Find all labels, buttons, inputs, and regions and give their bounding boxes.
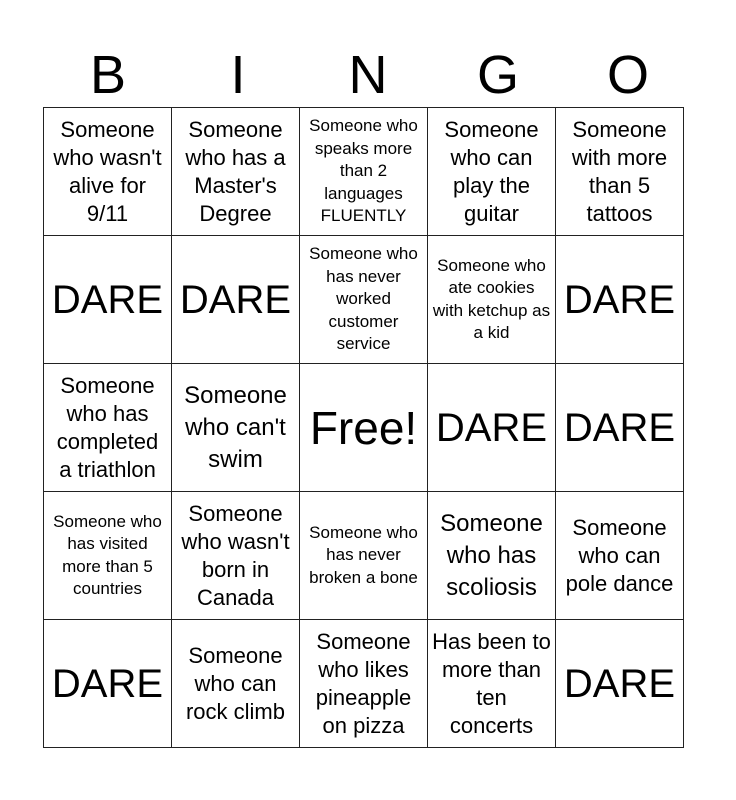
bingo-cell: Someone who has visited more than 5 countries: [44, 492, 172, 620]
board-row: [44, 620, 684, 748]
bingo-cell: Someone who can pole dance: [556, 492, 684, 620]
bingo-cell-dare: DARE: [556, 620, 684, 748]
header-letter-n: N: [348, 45, 388, 105]
bingo-cell: Someone with more than 5 tattoos: [556, 108, 684, 236]
header-letter-o: O: [606, 45, 649, 105]
bingo-cell-dare: DARE: [44, 620, 172, 748]
bingo-cell: Someone who wasn't born in Canada: [172, 492, 300, 620]
bingo-cell: Someone who can't swim: [172, 364, 300, 492]
bingo-board: [43, 107, 684, 748]
header-letter-g: G: [476, 45, 519, 105]
bingo-cell: Someone who wasn't alive for 9/11: [44, 108, 172, 236]
board-row: [44, 108, 684, 236]
bingo-cell-dare: DARE: [428, 364, 556, 492]
bingo-cell-dare: DARE: [556, 364, 684, 492]
header-letter-i: I: [230, 45, 246, 105]
bingo-cell: Someone who has never broken a bone: [300, 492, 428, 620]
board-row: [44, 364, 684, 492]
header-letter-b: B: [89, 45, 127, 105]
bingo-cell: Someone who has scoliosis: [428, 492, 556, 620]
bingo-cell: Someone who speaks more than 2 languages FLUENTLY: [300, 108, 428, 236]
bingo-cell: Has been to more than ten concerts: [428, 620, 556, 748]
bingo-cell-dare: DARE: [172, 236, 300, 364]
bingo-cell-free: Free!: [300, 364, 428, 492]
bingo-cell: Someone who can rock climb: [172, 620, 300, 748]
bingo-cell-dare: DARE: [44, 236, 172, 364]
bingo-header: [43, 44, 693, 106]
board-row: [44, 236, 684, 364]
bingo-cell: Someone who has never worked customer service: [300, 236, 428, 364]
bingo-cell: Someone who has completed a triathlon: [44, 364, 172, 492]
bingo-cell: Someone who has a Master's Degree: [172, 108, 300, 236]
board-row: [44, 492, 684, 620]
bingo-cell: Someone who can play the guitar: [428, 108, 556, 236]
bingo-cell-dare: DARE: [556, 236, 684, 364]
bingo-cell: Someone who ate cookies with ketchup as a kid: [428, 236, 556, 364]
bingo-cell: Someone who likes pineapple on pizza: [300, 620, 428, 748]
